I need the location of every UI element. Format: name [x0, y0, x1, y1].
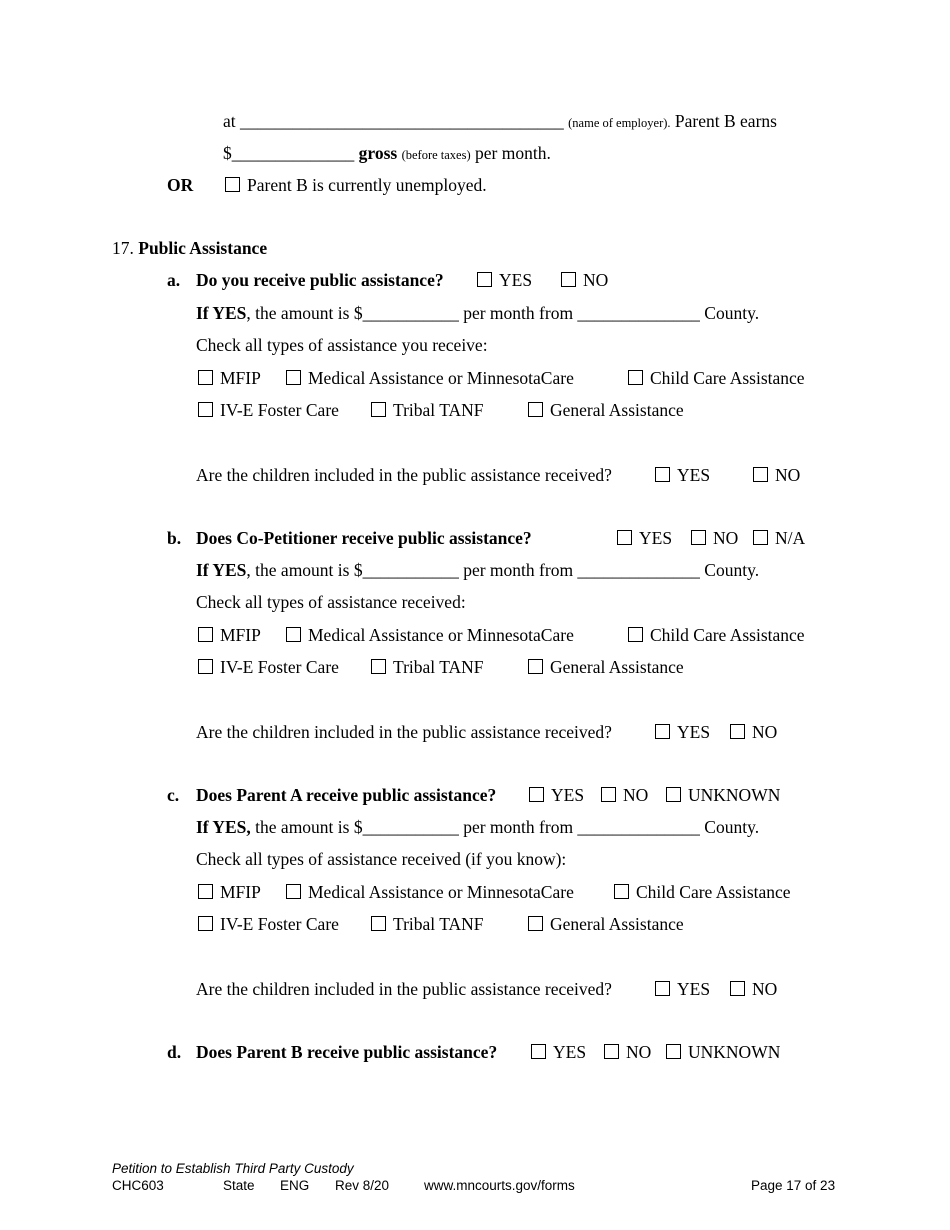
item-a-question-row: [196, 269, 444, 291]
yes-label: YES: [677, 979, 711, 999]
footer-form-id: CHC603: [112, 1178, 164, 1193]
amount-text: , the amount is $___________ per month from ______________ County.: [246, 303, 760, 323]
item-d-question: Does Parent B receive public assistance?: [196, 1042, 498, 1062]
item-c-letter: c.: [167, 785, 180, 805]
children-no-checkbox[interactable]: [753, 467, 768, 482]
item-a-no-option[interactable]: [561, 269, 608, 291]
if-yes-label: If YES: [196, 560, 247, 580]
employer-name-blank[interactable]: _____________________________________: [240, 111, 564, 131]
childcare-checkbox[interactable]: [628, 627, 643, 642]
yes-label: YES: [639, 528, 673, 548]
yes-label: YES: [551, 785, 585, 805]
no-label: NO: [713, 528, 739, 548]
item-c-no-checkbox[interactable]: [601, 787, 616, 802]
item-a-children-question: Are the children included in the public assistance received?: [196, 465, 612, 485]
item-c-yes-option[interactable]: [529, 784, 584, 806]
general-label: General Assistance: [550, 914, 684, 934]
item-b-general-option[interactable]: [528, 656, 684, 678]
item-b-children-no-option[interactable]: [730, 721, 777, 743]
item-c-check-all: Check all types of assistance received (if you know):: [196, 849, 567, 869]
item-b-children-question: Are the children included in the public assistance received?: [196, 722, 612, 742]
foster-label: IV-E Foster Care: [220, 657, 339, 677]
mfip-checkbox[interactable]: [198, 370, 213, 385]
foster-checkbox[interactable]: [198, 659, 213, 674]
tanf-label: Tribal TANF: [393, 657, 484, 677]
children-no-checkbox[interactable]: [730, 981, 745, 996]
general-checkbox[interactable]: [528, 916, 543, 931]
item-a-childcare-option[interactable]: [628, 367, 805, 389]
children-no-checkbox[interactable]: [730, 724, 745, 739]
item-d-letter: d.: [167, 1042, 182, 1062]
item-d-yes-option[interactable]: [531, 1041, 586, 1063]
general-label: General Assistance: [550, 400, 684, 420]
parent-b-earns-label: Parent B earns: [674, 111, 777, 131]
mfip-label: MFIP: [220, 882, 261, 902]
foster-label: IV-E Foster Care: [220, 914, 339, 934]
yes-label: YES: [677, 465, 711, 485]
children-yes-checkbox[interactable]: [655, 724, 670, 739]
item-a-mfip-option[interactable]: [198, 367, 261, 389]
item-a-general-option[interactable]: [528, 399, 684, 421]
item-a-children-no-option[interactable]: [753, 464, 800, 486]
item-b-letter: b.: [167, 528, 182, 548]
item-b-foster-option[interactable]: [198, 656, 339, 678]
employer-line: [223, 110, 777, 134]
medical-checkbox[interactable]: [286, 884, 301, 899]
gross-label: gross: [358, 143, 398, 163]
gross-line: [223, 142, 551, 166]
tanf-checkbox[interactable]: [371, 402, 386, 417]
general-checkbox[interactable]: [528, 659, 543, 674]
medical-label: Medical Assistance or MinnesotaCare: [308, 882, 574, 902]
item-b-question: Does Co-Petitioner receive public assistance?: [196, 528, 532, 548]
if-yes-label: If YES,: [196, 817, 251, 837]
item-b-yes-checkbox[interactable]: [617, 530, 632, 545]
footer-revision: Rev 8/20: [335, 1178, 390, 1193]
item-d-no-option[interactable]: [604, 1041, 651, 1063]
general-checkbox[interactable]: [528, 402, 543, 417]
item-c-unknown-option[interactable]: [666, 784, 780, 806]
item-b-tanf-option[interactable]: [371, 656, 484, 678]
section-title: Public Assistance: [138, 238, 268, 258]
footer-page-number: Page 17 of 23: [751, 1178, 836, 1193]
item-b-children-yes-option[interactable]: [655, 721, 710, 743]
no-label: NO: [626, 1042, 652, 1062]
no-label: NO: [752, 722, 778, 742]
item-c-question: Does Parent A receive public assistance?: [196, 785, 497, 805]
item-c-yes-checkbox[interactable]: [529, 787, 544, 802]
item-a-letter: a.: [167, 270, 181, 290]
childcare-label: Child Care Assistance: [636, 882, 791, 902]
gross-amount-blank[interactable]: $______________: [223, 143, 355, 163]
mfip-checkbox[interactable]: [198, 627, 213, 642]
at-label: at: [223, 111, 236, 131]
item-c-mfip-option[interactable]: [198, 881, 261, 903]
item-b-no-checkbox[interactable]: [691, 530, 706, 545]
item-c-no-option[interactable]: [601, 784, 648, 806]
no-label: NO: [752, 979, 778, 999]
medical-label: Medical Assistance or MinnesotaCare: [308, 368, 574, 388]
medical-label: Medical Assistance or MinnesotaCare: [308, 625, 574, 645]
item-a-yes-checkbox[interactable]: [477, 272, 492, 287]
before-taxes-note: (before taxes): [401, 148, 471, 162]
item-b-na-option[interactable]: [753, 527, 805, 549]
childcare-checkbox[interactable]: [614, 884, 629, 899]
foster-checkbox[interactable]: [198, 402, 213, 417]
item-d-unknown-checkbox[interactable]: [666, 1044, 681, 1059]
medical-checkbox[interactable]: [286, 627, 301, 642]
item-a-medical-option[interactable]: [286, 367, 574, 389]
unemployed-label: Parent B is currently unemployed.: [247, 175, 487, 195]
yes-label: YES: [499, 270, 533, 290]
childcare-label: Child Care Assistance: [650, 368, 805, 388]
item-c-medical-option[interactable]: [286, 881, 574, 903]
item-a-check-all: Check all types of assistance you receive:: [196, 335, 488, 355]
section-number: 17.: [112, 238, 134, 258]
item-b-no-option[interactable]: [691, 527, 738, 549]
item-c-general-option[interactable]: [528, 913, 684, 935]
no-label: NO: [775, 465, 801, 485]
item-a-tanf-option[interactable]: [371, 399, 484, 421]
tanf-label: Tribal TANF: [393, 400, 484, 420]
footer-state: State: [223, 1178, 255, 1193]
item-c-foster-option[interactable]: [198, 913, 339, 935]
item-b-na-checkbox[interactable]: [753, 530, 768, 545]
item-d-yes-checkbox[interactable]: [531, 1044, 546, 1059]
childcare-label: Child Care Assistance: [650, 625, 805, 645]
footer-form-title: Petition to Establish Third Party Custody: [112, 1161, 354, 1176]
mfip-label: MFIP: [220, 368, 261, 388]
foster-checkbox[interactable]: [198, 916, 213, 931]
item-a-no-checkbox[interactable]: [561, 272, 576, 287]
item-a-question: Do you receive public assistance?: [196, 270, 444, 290]
yes-label: YES: [677, 722, 711, 742]
item-c-tanf-option[interactable]: [371, 913, 484, 935]
unknown-label: UNKNOWN: [688, 785, 781, 805]
item-d-unknown-option[interactable]: [666, 1041, 780, 1063]
item-b-childcare-option[interactable]: [628, 624, 805, 646]
item-a-foster-option[interactable]: [198, 399, 339, 421]
item-b-medical-option[interactable]: [286, 624, 574, 646]
children-yes-checkbox[interactable]: [655, 467, 670, 482]
unknown-label: UNKNOWN: [688, 1042, 781, 1062]
footer-url[interactable]: www.mncourts.gov/forms: [424, 1178, 575, 1193]
mfip-label: MFIP: [220, 625, 261, 645]
no-label: NO: [623, 785, 649, 805]
item-a-yes-option[interactable]: [477, 269, 532, 291]
na-label: N/A: [775, 528, 806, 548]
no-label: NO: [583, 270, 609, 290]
item-b-mfip-option[interactable]: [198, 624, 261, 646]
item-c-children-yes-option[interactable]: [655, 978, 710, 1000]
item-d-no-checkbox[interactable]: [604, 1044, 619, 1059]
section-heading: [112, 237, 267, 259]
yes-label: YES: [553, 1042, 587, 1062]
general-label: General Assistance: [550, 657, 684, 677]
or-label: OR: [167, 175, 194, 195]
item-c-children-question: Are the children included in the public assistance received?: [196, 979, 612, 999]
employer-note: (name of employer).: [568, 116, 671, 130]
footer-language: ENG: [280, 1178, 310, 1193]
amount-text: , the amount is $___________ per month from ______________ County.: [246, 560, 760, 580]
item-c-unknown-checkbox[interactable]: [666, 787, 681, 802]
tanf-label: Tribal TANF: [393, 914, 484, 934]
if-yes-label: If YES: [196, 303, 247, 323]
item-c-amount-line[interactable]: [196, 816, 759, 838]
item-a-children-yes-option[interactable]: [655, 464, 710, 486]
tanf-checkbox[interactable]: [371, 659, 386, 674]
mfip-checkbox[interactable]: [198, 884, 213, 899]
foster-label: IV-E Foster Care: [220, 400, 339, 420]
unemployed-checkbox[interactable]: [225, 177, 240, 192]
medical-checkbox[interactable]: [286, 370, 301, 385]
item-b-check-all: Check all types of assistance received:: [196, 592, 466, 612]
unemployed-option[interactable]: [225, 174, 487, 196]
item-b-yes-option[interactable]: [617, 527, 672, 549]
children-yes-checkbox[interactable]: [655, 981, 670, 996]
amount-text: the amount is $___________ per month from ______________ County.: [255, 817, 760, 837]
item-c-childcare-option[interactable]: [614, 881, 791, 903]
tanf-checkbox[interactable]: [371, 916, 386, 931]
item-b-amount-line[interactable]: [196, 559, 759, 581]
item-c-children-no-option[interactable]: [730, 978, 777, 1000]
per-month-label: per month.: [475, 143, 551, 163]
childcare-checkbox[interactable]: [628, 370, 643, 385]
item-a-amount-line[interactable]: [196, 302, 759, 324]
